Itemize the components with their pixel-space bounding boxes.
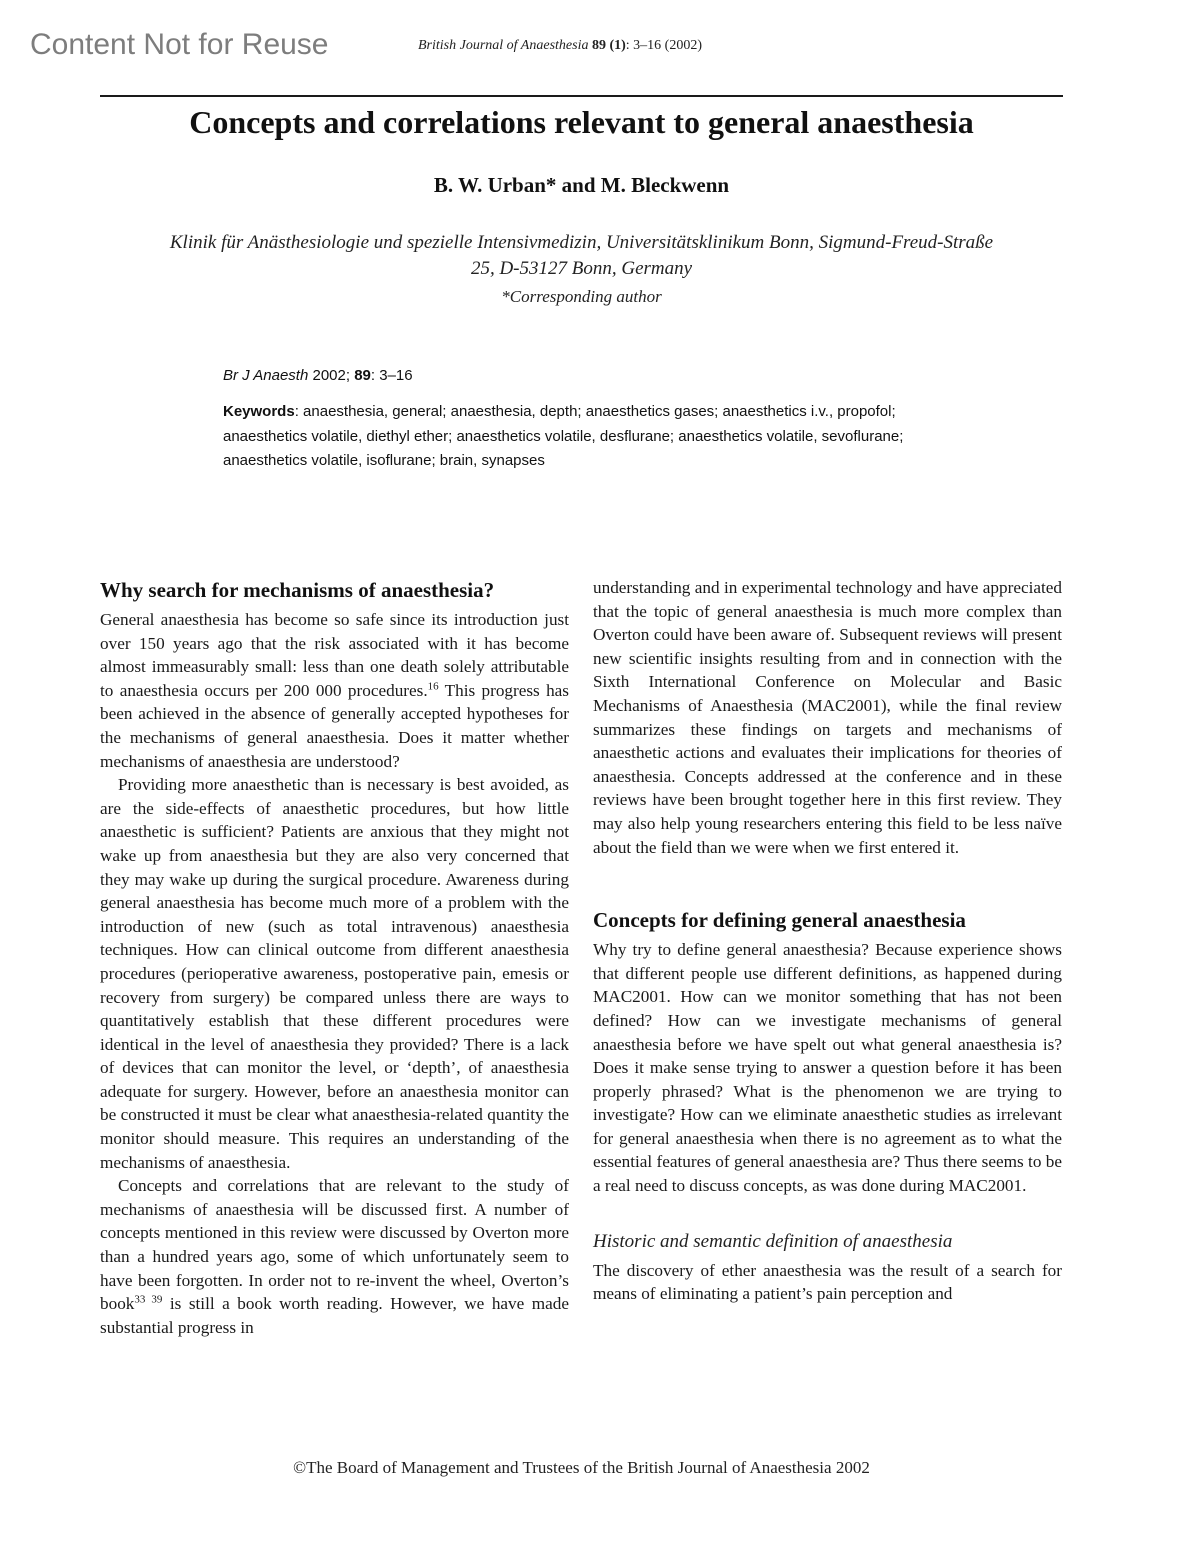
running-head-volume: 89 [591, 38, 606, 53]
section-heading-why-search: Why search for mechanisms of anaesthesia? [100, 578, 495, 602]
right-column [593, 576, 1062, 1306]
subsection-heading-historic: Historic and semantic definition of anaesthesia [593, 1230, 953, 1252]
keywords [223, 400, 923, 474]
section-heading-concepts: Concepts for defining general anaesthesia [593, 908, 966, 933]
keywords-label: Keywords [223, 403, 295, 420]
paragraph-text: is still a book worth reading. However, we have made substantial progress in [100, 1294, 569, 1337]
reference-superscript: 16 [427, 680, 439, 693]
header-rule [100, 95, 1063, 97]
citation-year: 2002; [308, 367, 355, 384]
copyright-footer: ©The Board of Management and Trustees of the British Journal of Anaesthesia 2002 [293, 1458, 870, 1477]
article-title: Concepts and correlations relevant to general anaesthesia [189, 104, 974, 140]
affiliation-line-1: Klinik für Anästhesiologie und spezielle Intensivmedizin, Universitätsklinikum Bonn, Sigmund-Freud-Straße [169, 232, 994, 253]
corresponding-author-note: *Corresponding author [501, 287, 662, 306]
paragraph-text: Concepts and correlations that are relevant to the study of mechanisms of anaesthesia will be discussed first. A number of concepts mentioned in this review were discussed by Overton more than a hundred years ago, some of which unfortunately seem to have been forgotten. In order not to re-invent the wheel, Overton’s book [100, 1176, 569, 1314]
article-authors: B. W. Urban* and M. Bleckwenn [433, 173, 730, 197]
citation-journal: Br J Anaesth [223, 367, 309, 384]
watermark: Content Not for Reuse [30, 28, 329, 61]
citation [223, 367, 413, 384]
running-head-issue: (1) [609, 38, 626, 53]
paragraph: Why try to define general anaesthesia? Because experience shows that different people use different definitions, as happened during MAC2001. How can we monitor something that has not been defined? How can we investigate mechanisms of general anaesthesia before we have spelt out what general anaesthesia is? Does it make sense trying to answer a question before it has been properly phrased? What is the phenomenon we are trying to investigate? How can we eliminate anaesthetic studies as irrelevant for general anaesthesia when there is no agreement as to what the essential features of general anaesthesia are? Thus there seems to be a real need to discuss concepts, as was done during MAC2001. [593, 940, 1062, 1196]
paragraph: Providing more anaesthetic than is necessary is best avoided, as are the side-effects of anaesthetic procedures, but how little anaesthetic is sufficient? Patients are anxious that they might not wake up from anaesthesia but they are also very concerned that they may wake up during the surgical procedure. Awareness during general anaesthesia has become much more of a problem with the introduction of new (such as total intravenous) anaesthesia techniques. How can clinical outcome from different anaesthesia procedures (perioperative awareness, postoperative pain, emesis or recovery from surgery) be compared unless there are ways to quantitatively establish that these different procedures were identical in the level of anaesthesia they provided? There is a lack of devices that can monitor the level, or ‘depth’, of anaesthesia adequate for surgery. However, before an anaesthesia monitor can be constructed it must be clear what anaesthesia-related quantity the monitor should measure. This requires an understanding of the mechanisms of anaesthesia. [100, 775, 569, 1172]
paragraph [100, 608, 569, 773]
reference-superscript: 33 39 [134, 1293, 163, 1306]
paragraph: The discovery of ether anaesthesia was the result of a search for means of eliminating a patient’s pain perception and [593, 1260, 1062, 1304]
keywords-text: : anaesthesia, general; anaesthesia, depth; anaesthetics gases; anaesthetics i.v., propofol; anaesthetics volatile, diethyl ether; anaesthetics volatile, desflurane; anaesthetics volatile, sevoflurane; anaesthetics volatile, isoflurane; brain, synapses [223, 403, 904, 469]
paragraph-text: General anaesthesia has become so safe since its introduction just over 150 years ago that the risk associated with it has become almost immeasurably small: less than one death solely attributable to anaesthesia occurs per 200 000 procedures. [100, 610, 569, 700]
citation-pages: : 3–16 [370, 367, 413, 384]
citation-volume: 89 [354, 367, 371, 384]
affiliation [100, 230, 1063, 282]
paragraph [100, 1174, 569, 1339]
paragraph-text: This progress has been achieved in the absence of generally accepted hypotheses for the mechanisms of general anaesthesia. Does it matter whether mechanisms of anaesthesia are understood? [100, 680, 569, 771]
paragraph: understanding and in experimental technology and have appreciated that the topic of general anaesthesia is much more complex than Overton could have been aware of. Subsequent reviews will present new scientific insights resulting from and in connection with the Sixth International Conference on Molecular and Basic Mechanisms of Anaesthesia (MAC2001), while the final review summarizes these findings on targets and mechanisms of anaesthetic actions and evaluates their implications for theories of anaesthesia. Concepts addressed at the conference and in these reviews have been brought together here in this first review. They may also help young researchers entering this field to be less naïve about the field than we were when we first entered it. [593, 578, 1062, 857]
left-column [100, 576, 569, 1339]
running-head [418, 38, 702, 54]
running-head-journal: British Journal of Anaesthesia [418, 38, 589, 53]
affiliation-line-2: 25, D-53127 Bonn, Germany [470, 258, 693, 279]
running-head-pages: : 3–16 (2002) [625, 38, 703, 53]
